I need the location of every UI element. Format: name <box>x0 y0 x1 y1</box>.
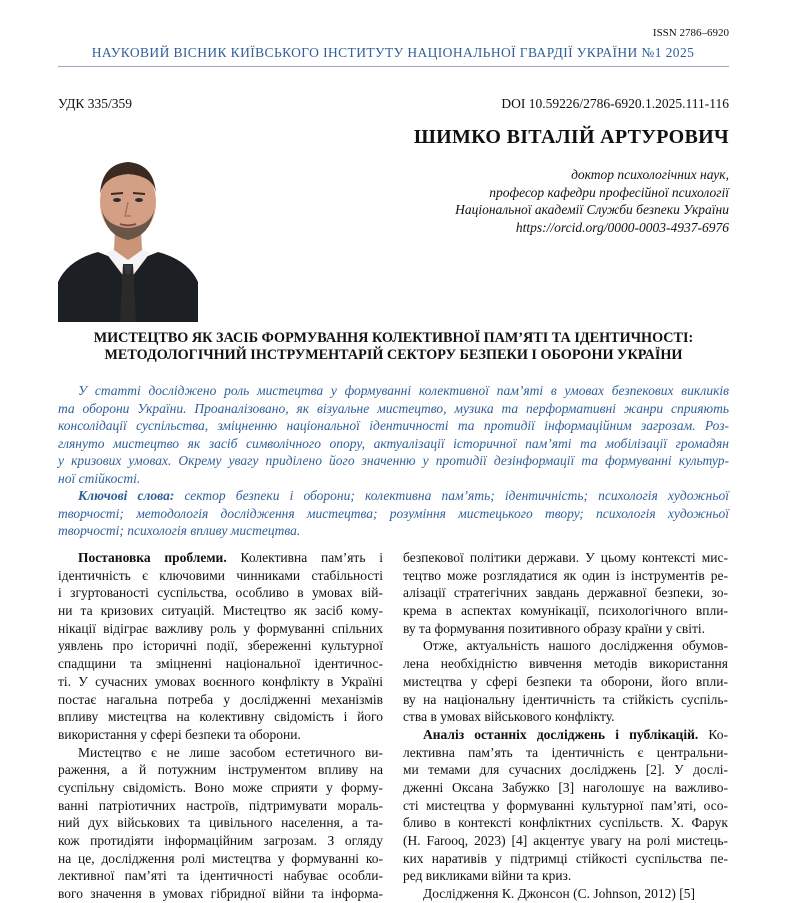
author-photo <box>58 132 198 322</box>
author-position: професор кафедри професійної психології <box>489 184 729 200</box>
body-column-right <box>403 549 728 903</box>
body-line: тецтво може розглядатися як один із інструментів ре- <box>403 567 728 583</box>
body-line: ни та кризових ситуацій. Мистецтво як засіб кому- <box>58 603 383 619</box>
body-line: ний дух військових та цивільного населення, а та- <box>58 815 383 831</box>
abstract-line: консолідації суспільства, зміцненню національної ідентичності та протидії інформаційним загрозам. Роз- <box>58 418 729 433</box>
section-heading: Постановка проблеми. <box>78 550 227 565</box>
body-line: безпекової політики держави. У цьому контексті мис- <box>403 550 728 565</box>
body-line <box>403 726 728 744</box>
keywords-line <box>58 487 729 505</box>
abstract-line: У статті досліджено роль мистецтва у формуванні колективної пам’яті в умовах безпекових викликів <box>78 383 729 398</box>
issn: ISSN 2786–6920 <box>652 27 729 39</box>
body-line: ких наративів у підтримці стійкості суспільства пе- <box>403 850 728 866</box>
body-line: мистецтва у сфері безпеки та оборони, його впли- <box>403 673 728 689</box>
body-line: раження, а й потужним інструментом впливу на <box>58 762 383 778</box>
body-line: використання у сфері безпеки та оборони. <box>58 726 301 742</box>
body-line: ванні патріотичних настроїв, підтримувати мораль- <box>58 797 383 813</box>
article-title-line: МИСТЕЦТВО ЯК ЗАСІБ ФОРМУВАННЯ КОЛЕКТИВНОЇ ПАМ’ЯТІ ТА ІДЕНТИЧНОСТІ: <box>93 330 694 346</box>
body-line: суспільну свідомість. Воно може сприяти у форму- <box>58 779 383 795</box>
body-line: уявлень про історичні події, збереженні культурної <box>58 638 383 654</box>
body-column-left <box>58 549 383 903</box>
body-line: дженні Оксана Забужко [3] наголошує на важливо- <box>403 779 728 795</box>
body-line: лективної пам’яті та ідентичності набуває особли- <box>58 868 383 884</box>
author-institution: Національної академії Служби безпеки України <box>455 202 729 217</box>
body-line: лективна пам’ять та ідентичність є центральни- <box>403 744 728 760</box>
article-title-line: МЕТОДОЛОГІЧНИЙ ІНСТРУМЕНТАРІЙ СЕКТОРУ БЕЗПЕКИ І ОБОРОНИ УКРАЇНИ <box>104 347 683 363</box>
body-line: постає нагальна потреба у дослідженні механізмів <box>58 691 383 707</box>
body-line: ідентичність є ключовими чинниками стабільності <box>58 567 383 583</box>
body-line: крема в аспектах комунікації, психологічного впли- <box>403 603 728 619</box>
body-line: ред викликами війни та криз. <box>403 868 572 884</box>
abstract-line: у кризових умовах. Окрему увагу приділено його значенню у протидії дезінформації та формуванні культур- <box>58 453 729 468</box>
article-title <box>58 330 729 364</box>
abstract <box>58 382 729 540</box>
body-line: ву на національну ідентичність та стійкість суспіль- <box>403 691 728 707</box>
body-line: Дослідження К. Джонсон (C. Johnson, 2012) [5] <box>423 886 695 902</box>
body-line: спадщини та зміцненні національної ідентичнос- <box>58 656 383 672</box>
body-line: Отже, актуальність нашого дослідження обумов- <box>423 638 728 654</box>
body-line: ву та формування позитивного образу країни у світі. <box>403 620 706 636</box>
body-line: ті. У сучасних умовах воєнного конфлікту в Україні <box>58 673 383 689</box>
body-line: вого значення в умовах гібридної війни та інформа- <box>58 886 383 902</box>
body-line: ми темами для сучасних досліджень [2]. У дослі- <box>403 762 728 778</box>
body-line: на це, дослідження ролі мистецтва у формуванні ко- <box>58 850 383 866</box>
keywords-line: творчості; психологія впливу мистецтва. <box>58 523 301 538</box>
doi-code: DOI 10.59226/2786-6920.1.2025.111-116 <box>501 96 729 111</box>
author-name: ШИМКО ВІТАЛІЙ АРТУРОВИЧ <box>413 126 729 148</box>
keywords-label: Ключові слова: <box>78 488 175 503</box>
abstract-line: ної стійкості. <box>58 470 141 486</box>
body-line: впливу мистецтва на колективну свідомість і його <box>58 709 383 725</box>
body-line: кож протидіяти інформаційним загрозам. З огляду <box>58 833 383 848</box>
keywords-text: сектор безпеки і оборони; колективна пам’ять; ідентичність; психологія художньої <box>184 488 730 503</box>
body-line: нікації відіграє важливу роль у формуванні спільних <box>58 620 383 636</box>
journal-title: НАУКОВИЙ ВІСНИК КИЇВСЬКОГО ІНСТИТУТУ НАЦІОНАЛЬНОЇ ГВАРДІЇ УКРАЇНИ №1 2025 <box>91 45 695 60</box>
body-line <box>58 549 383 567</box>
body-line: Мистецтво є не лише засобом естетичного ви- <box>78 744 383 760</box>
author-affiliation <box>455 166 729 236</box>
udk-code: УДК 335/359 <box>58 96 133 111</box>
body-line: сті мистецтва у формуванні культурної пам’яті, осо- <box>403 797 728 813</box>
header-divider <box>58 66 729 67</box>
abstract-line: глянуто мистецтво як засіб символічного опору, актуалізації історичної пам’яті та мобілізації громадян <box>58 435 729 451</box>
author-degree: доктор психологічних наук, <box>571 167 729 182</box>
body-line: і згуртованості суспільства, особливо в умовах вій- <box>58 585 383 601</box>
body-text: Колективна пам’ять і <box>240 550 383 565</box>
body-text: Ко- <box>708 726 728 742</box>
author-orcid: https://orcid.org/0000-0003-4937-6976 <box>515 219 729 235</box>
body-line: ства в умовах військового конфлікту. <box>403 709 615 725</box>
keywords-line: творчості; методологія дослідження мистецтва; розуміння мистецького твору; психологія художньої <box>58 505 729 521</box>
body-line: алізації стратегічних завдань державної безпеки, зо- <box>403 585 728 601</box>
body-line: (H. Farooq, 2023) [4] акцентує увагу на ролі мистець- <box>403 833 728 848</box>
section-heading: Аналіз останніх досліджень і публікацій. <box>423 726 699 742</box>
abstract-line: та оборони України. Проаналізовано, як візуальне мистецтво, музика та перформативні жанри сприяють <box>58 400 729 416</box>
body-line: лена необхідністю вивчення методів використання <box>403 656 728 672</box>
body-line: бливо в контексті конфліктних суспільств. Х. Фарук <box>403 815 728 831</box>
